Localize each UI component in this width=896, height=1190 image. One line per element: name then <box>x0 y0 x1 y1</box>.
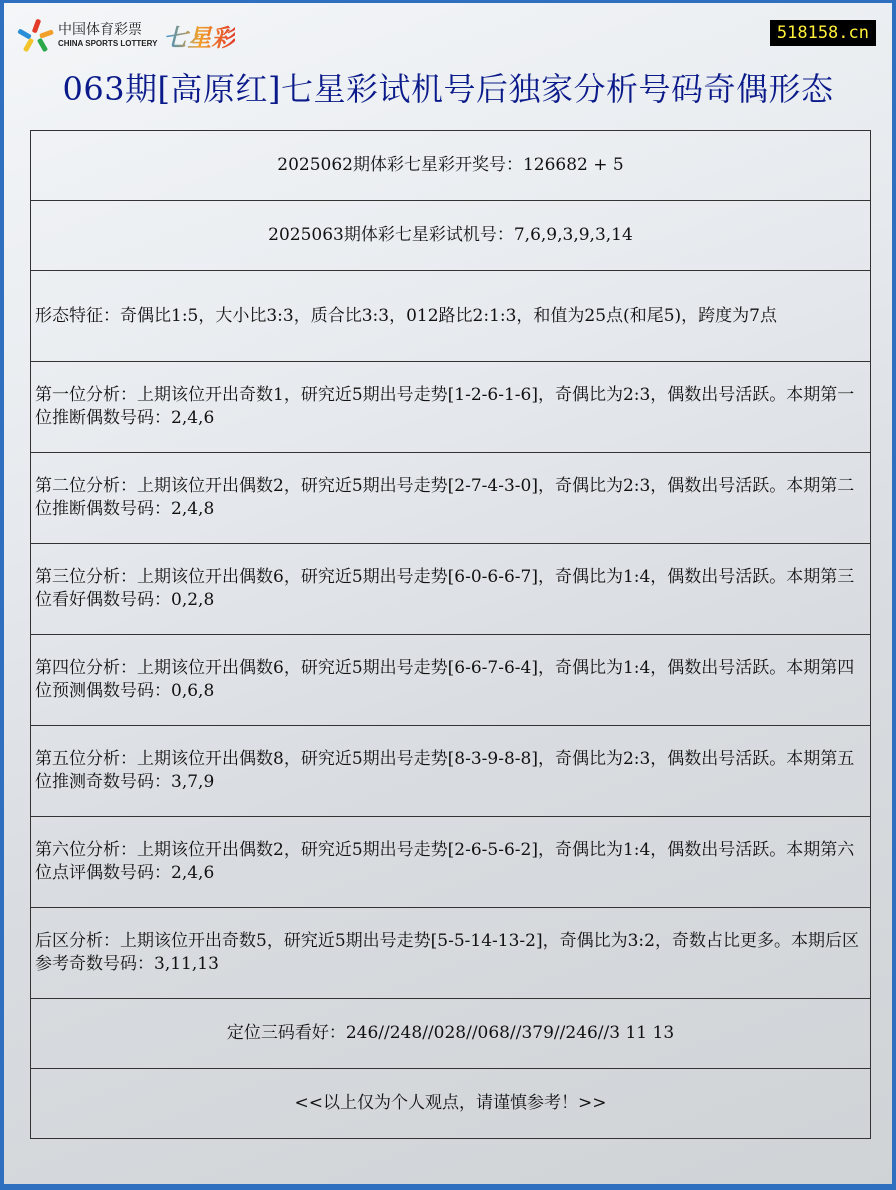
back-zone-analysis: 后区分析：上期该位开出奇数5，研究近5期出号走势[5-5-14-13-2]，奇偶比为3:2，奇数占比更多。本期后区参考奇数号码：3,11,13 <box>31 908 871 999</box>
analysis-table <box>30 130 871 1139</box>
logo-en-text: CHINA SPORTS LOTTERY <box>58 39 158 48</box>
table-row <box>31 999 871 1069</box>
test-numbers: 2025063期体彩七星彩试机号：7,6,9,3,9,3,14 <box>31 201 871 271</box>
position-6-analysis: 第六位分析：上期该位开出偶数2，研究近5期出号走势[2-6-5-6-2]，奇偶比为1:4，偶数出号活跃。本期第六位点评偶数号码：2,4,6 <box>31 817 871 908</box>
table-row <box>31 1069 871 1139</box>
site-badge[interactable]: 518158.cn <box>770 20 876 46</box>
disclaimer: <<以上仅为个人观点，请谨慎参考！>> <box>31 1069 871 1139</box>
table-row <box>31 201 871 271</box>
table-row <box>31 635 871 726</box>
table-row <box>31 726 871 817</box>
table-row <box>31 817 871 908</box>
draw-result: 2025062期体彩七星彩开奖号：126682 + 5 <box>31 131 871 201</box>
position-1-analysis: 第一位分析：上期该位开出奇数1，研究近5期出号走势[1-2-6-1-6]，奇偶比为2:3，偶数出号活跃。本期第一位推断偶数号码：2,4,6 <box>31 362 871 453</box>
china-sports-lottery-logo <box>20 18 235 53</box>
table-row <box>31 908 871 999</box>
position-5-analysis: 第五位分析：上期该位开出偶数8，研究近5期出号走势[8-3-9-8-8]，奇偶比为2:3，偶数出号活跃。本期第五位推测奇数号码：3,7,9 <box>31 726 871 817</box>
three-code-picks: 定位三码看好：246//248//028//068//379//246//3 11 13 <box>31 999 871 1069</box>
lottery-logo-icon <box>20 19 54 53</box>
page-title: 063期[高原红]七星彩试机号后独家分析号码奇偶形态 <box>62 70 834 108</box>
brand-qixingcai: 七星彩 <box>163 18 235 53</box>
table-row <box>31 131 871 201</box>
position-4-analysis: 第四位分析：上期该位开出偶数6，研究近5期出号走势[6-6-7-6-4]，奇偶比为1:4，偶数出号活跃。本期第四位预测偶数号码：0,6,8 <box>31 635 871 726</box>
table-row <box>31 271 871 362</box>
table-row <box>31 453 871 544</box>
position-3-analysis: 第三位分析：上期该位开出偶数6，研究近5期出号走势[6-0-6-6-7]，奇偶比为1:4，偶数出号活跃。本期第三位看好偶数号码：0,2,8 <box>31 544 871 635</box>
table-row <box>31 544 871 635</box>
logo-cn-text: 中国体育彩票 <box>58 22 142 38</box>
pattern-features: 形态特征：奇偶比1:5，大小比3:3，质合比3:3，012路比2:1:3，和值为25点(和尾5)，跨度为7点 <box>31 271 871 362</box>
table-row <box>31 362 871 453</box>
position-2-analysis: 第二位分析：上期该位开出偶数2，研究近5期出号走势[2-7-4-3-0]，奇偶比为2:3，偶数出号活跃。本期第二位推断偶数号码：2,4,8 <box>31 453 871 544</box>
